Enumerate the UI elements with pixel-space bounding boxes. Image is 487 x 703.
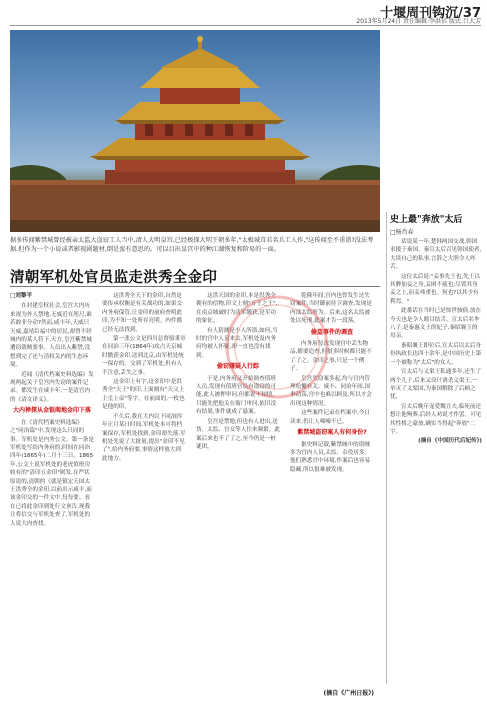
sidebar-body [390,238,482,678]
paragraph: 在《清代档案史料选编》之"同治篇"中,发现这么只同的事。军机处是内务公文。第一条是军机处写给内务府的,时间在同治四年(1865年)二月十三日。1865年,公文上说军机处的老虎值班房收有的"清印五金印"则发,在严状原说的,清朝的《就是镇定天国太王洪秀全的金印,以前出示咸丰,而该金印交的一件文中,每每要。看在已将此金印到处行文禀告,现我让将信交与军机处查了,军机处的人说大内查找。 [10,419,94,527]
brand-name: 十堰周刊 [380,6,433,21]
paragraph: 宣太后与义渠王私通多年,还生了两个儿子,后来又设计诱杀义渠王,一举灭了义渠国,为秦国解除了后顾之忧。 [390,369,482,401]
article-column-1 [10,292,94,687]
paragraph: 近闻《清代档案史料选编》发现两起关于皇宫内失窃的案件记录。都发生在咸丰年,一是清宫内的《清文译义》。 [10,371,94,403]
header-rule [10,25,481,26]
paragraph: 这洪秀全天下的金印,自然是要传承权衡是有关战功的,如果交内务府保管,让金印的前府查明此印,为不知一处所存亮明。内件都已经无法找到。 [102,293,183,333]
sidebar-source: (摘自《中国历代后妃传》) [418,438,482,445]
photo-caption: 据多传闻紫禁城曾经被亲太监大盗窃工人当中,清人大明皇宫,已经极探大明王朝多年,"太极城茸若名兵工人作,"这传闻至不重谱?没法考据,但作为一个小说或者影视剧题材,倒是蛮有意思的。可以目出皇宫中的种江湖恢复和阶易的一面。 [10,237,374,253]
sidebar-title: 史上最"奔放"太后 [390,215,463,225]
paragraph: 第一张公文是四川总督骆秉章在同治三年(1864年)攻占天京城时缴获金印,送到北京,由军机处统一保存的。交到了军机处,但有人不注意,丢失之事。 [102,336,186,376]
palace-photo [10,30,380,232]
subheading: 偷盗事件的调查 [310,328,353,336]
paragraph: 这洪天国的金印,本是洪秀全拥有的信物,印文上刻"万王之王",在南京城破时为清军缴获,是军功的象征。 [196,293,278,325]
article-author: □刘黎平 [10,293,33,299]
watermark-stamp [222,292,332,402]
paragraph: 不久后,我在大内以下同治四年正月某日时间,军机处本可将档案保存,军机处找到,金印却失落,军机处先说了大批量,提出"金印不见了",给内务府要,事情这样放大到此地方。 [102,413,186,462]
section-name: 钩沉 [432,6,459,21]
paragraph: 宣太后晚年宠爱魏丑夫,临死前还想让他殉葬,后经人劝说才作罢。可见其性格之豪放,确实当得起"奔放"二字。 [390,403,482,435]
article-headline: 清朝军机处官员监走洪秀全金印 [10,269,218,286]
headline-rule [10,286,380,287]
paragraph: 这位太后说:"妾事先王也,先王以其髀加妾之身,妾困不疲也;尽置其身妾之上,而妾弗重也。何也?以其少有利焉。" [390,273,480,305]
paragraph: 皇宫是禁地,但也有人进出,送货、太监、宫女等人往来频繁。此案后来也不了了之,至今仍是一桩谜团。 [196,418,280,450]
paragraph: 有人猜测是小人所盗,如何,当时的宫中人员来去,军机处及内务府均被人怀疑,却一直也没有找到。 [196,327,278,359]
paragraph: 此番话在当时已是惊世骇俗,放在今天也是令人瞠目结舌。宣太后名芈八子,是秦惠文王的妃子,秦昭襄王的母亲。 [390,308,482,340]
article-source: (摘自《广州日报》) [323,690,374,697]
subheading: 大内禅探从金银阁地金印下落 [12,407,91,415]
paragraph: 这些案件记录在档案中,今日读来,仍让人唏嘘不已。 [290,410,370,425]
paragraph: 据史料记载,紫禁城中的盗贼多为宫内人员,太监、杂役居多。他们熟悉宫中环境,作案后也容易隐藏,所以很难被发现。 [290,441,371,473]
issue-meta: 2013年5月24日 责任编辑:李洪信 版式:吕大芳 [356,18,481,25]
paragraph: 乾隆年间,宫内也曾发生过失窃案件,当时御前侍卫调查,发现是内部太监所为。后来,这名太监被处以死刑,此案才告一段落。 [290,293,372,325]
sidebar-divider [386,212,387,684]
paragraph: 这金印上有字,这金印中是洪秀全"天王"的印,上面刻有"天父上主皇上帝"等字。在前面的,一枚也是他的印。 [102,379,185,411]
paragraph: 在封建皇权社会,皇宫大内历来视为外人禁地,无威近在咫尺,谁若敢非分动?然而,咸丰年,天威只天威,嘉靖臣福中的居民,却曾不经城内的某人符下,天方,皇宫紫禁城遭窃盗贼要事。人员出入紫禁,没想到完了还与清权关内的生态环境。 [10,303,92,369]
sidebar-author: □杨肖春 [390,229,414,236]
subheading: 紫禁城盗窃案人有何身份? [297,429,367,437]
subheading: 偷窃嫌疑人行踪 [216,363,259,371]
paragraph: 内务府每次发现宫中丢失物品,都要追查,但很多时候都只能不了了之。金印之事,只是一个例子。 [290,341,372,373]
paragraph: 皇宫失窃案多起,均与宫内管理松懈有关。咸丰、同治年间,国事动荡,宫中也难以顾及,所以才会出现这种情况。 [290,375,372,407]
palace-illustration [10,30,380,232]
page-header [0,0,487,26]
page-number: /37 [458,6,481,21]
paragraph: 于是,内务府又开始调查值班人员,发现有值班官员有盗窃的可能,此人被押审问,但都说不知情。只能先把他关在衙门审问,依旧没有结果,事件就成了悬案。 [196,375,278,416]
article-column-2 [102,292,186,687]
paragraph: 话说某一年,楚韩两国交战,韩国求援于秦国。秦宣太后召见韩国使者,大谈自己的私事,言辞之大胆令人咋舌。 [390,239,482,271]
paragraph: 秦昭襄王即位后,宣太后以太后身份执政长达四十余年,是中国历史上第一个被称为"太后"的女人。 [390,342,482,366]
